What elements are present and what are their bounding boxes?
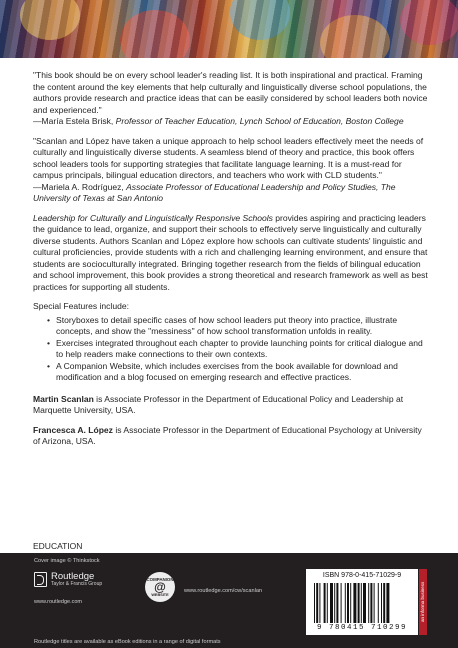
book-title: Leadership for Culturally and Linguistically Responsive Schools — [33, 212, 273, 223]
companion-label-top: COMPANION — [146, 577, 174, 582]
barcode-number: 9 780415 710299 — [316, 624, 407, 632]
features-list — [47, 315, 430, 384]
quote-author: —Mariela A. Rodríguez, — [33, 181, 127, 192]
footer-bar — [0, 553, 458, 648]
author-bio-text: is Associate Professor in the Department of Educational Policy and Leadership at Marquette University, USA. — [33, 393, 404, 415]
back-cover-text — [33, 70, 430, 456]
banner-shape — [320, 15, 390, 58]
quote-affiliation: Associate Professor of Educational Leadership and Policy Studies, The University of Texas at San Antonio — [33, 181, 396, 203]
subject-category: EDUCATION — [33, 541, 83, 551]
informa-strip: an informa business — [419, 569, 427, 635]
author-name: Martin Scanlan — [33, 393, 94, 404]
quote-author: —María Estela Brisk, — [33, 116, 116, 126]
quote-attribution — [33, 116, 404, 126]
barcode-panel — [306, 569, 418, 635]
banner-shape — [400, 0, 458, 45]
description-text: provides aspiring and practicing leaders the guidance to lead, organize, and support their schools to effectively serve linguistically and culturally diverse students. Authors Scanlan and López explore how schools can cultivate students' linguistic and cultural proficiencies, provide students with a rich and challenging learning environment, and ensure that students are socioculturally integrated. Bringing together research from the fields of bilingual education and school improvement, this book provides a strong theoretical and research framework as well as best practices for supporting all students. — [33, 212, 428, 292]
routledge-logo-icon — [34, 572, 47, 587]
banner-shape — [230, 0, 290, 40]
author-bio-2 — [33, 425, 430, 448]
quote-attribution — [33, 182, 396, 204]
ebook-note: Routledge titles are available as eBook editions in a range of digital formats — [34, 639, 221, 645]
publisher-name: Routledge — [51, 571, 95, 582]
quote-affiliation: Professor of Teacher Education, Lynch School of Education, Boston College — [115, 116, 404, 126]
publisher-subtitle: Taylor & Francis Group — [51, 581, 103, 587]
features-title: Special Features include: — [33, 301, 129, 311]
quote-1 — [33, 70, 430, 128]
publisher-logo — [34, 572, 102, 587]
author-bio-text: is Associate Professor in the Department of Educational Psychology at University of Arizona, USA. — [33, 424, 422, 446]
companion-url[interactable]: www.routledge.com/cw/scanlan — [184, 588, 263, 594]
publisher-url[interactable]: www.routledge.com — [34, 599, 82, 605]
cover-credit: Cover image © Thinkstock — [34, 558, 100, 564]
isbn: ISBN 978-0-415-71029-9 — [322, 572, 402, 579]
list-item: • Storyboxes to detail specific cases of how school leaders put theory into practice, illustrate concepts, and show the "messiness" of how school transformation unfolds in reality. — [47, 315, 430, 338]
companion-at-symbol: @ — [154, 580, 166, 594]
companion-label-bottom: WEBSITE — [151, 593, 169, 597]
list-item: • A Companion Website, which includes exercises from the book available for download and modification and a blog focused on emerging research and effective practices. — [47, 361, 430, 384]
companion-website-icon — [145, 572, 175, 602]
banner-shape — [120, 10, 190, 58]
quote-text: "This book should be on every school leader's reading list. It is both inspirational and practical. Framing the content around the key elements that help culturally and linguistically diverse school populations, the authors provide research and practice ideas that can be easily considered by school leaders both novice and experienced." — [33, 70, 428, 115]
author-name: Francesca A. López — [33, 424, 113, 435]
author-bio-1 — [33, 394, 430, 417]
quote-2 — [33, 136, 430, 205]
list-item: • Exercises integrated throughout each chapter to provide launching points for critical dialogue and to help readers make connections to their own contexts. — [47, 338, 430, 361]
cover-art-banner — [0, 0, 458, 58]
banner-shape — [20, 0, 80, 40]
quote-text: "Scanlan and López have taken a unique approach to help school leaders effectively meet the needs of culturally and linguistically diverse students. A seamless blend of theory and practice, this book offers school leaders tools for supporting strategies that facilitate language learning. It is a must-read for campus principals, bilingual education directors, and teachers who work with CLD students." — [33, 135, 424, 180]
book-description — [33, 213, 430, 294]
barcode-icon — [314, 583, 410, 623]
